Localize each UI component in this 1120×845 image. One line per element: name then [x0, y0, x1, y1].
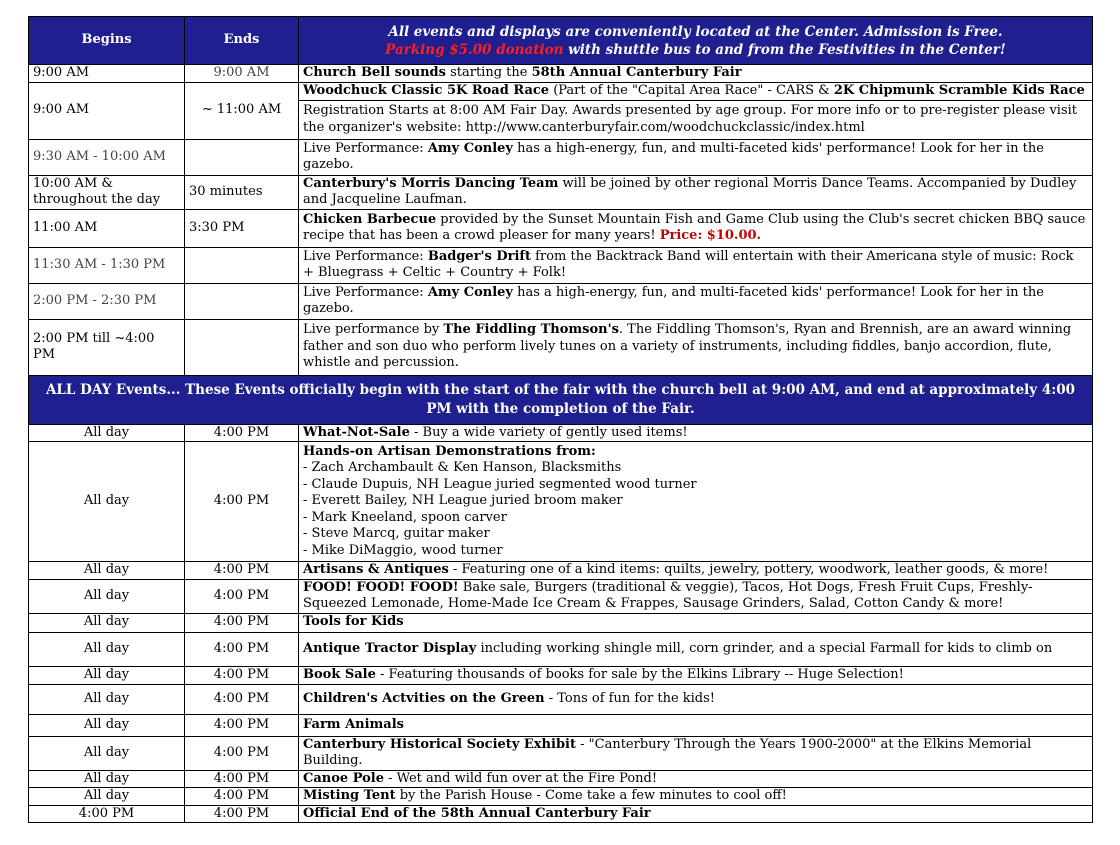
event-title: Tools for Kids	[303, 614, 404, 630]
table-row	[29, 283, 1093, 319]
ends-cell: 9:00 AM	[185, 65, 299, 83]
begins-cell: All day	[29, 579, 185, 613]
price-label: Price: $10.00.	[659, 228, 762, 243]
table-row	[29, 175, 1093, 209]
ends-cell: 4:00 PM	[185, 632, 299, 666]
begins-cell: All day	[29, 562, 185, 580]
event-description	[299, 684, 1093, 714]
table-row	[29, 666, 1093, 684]
shuttle-note: with shuttle bus to and from the Festivities in the Center!	[563, 41, 1006, 58]
event-title: Amy Conley	[427, 140, 513, 156]
event-title: FOOD! FOOD! FOOD!	[303, 579, 459, 595]
ends-cell: 4:00 PM	[185, 562, 299, 580]
artisan-list-item: - Mike DiMaggio, wood turner	[303, 542, 503, 558]
event-title: What-Not-Sale	[303, 424, 410, 440]
admission-note	[299, 17, 1093, 65]
ends-cell: 30 minutes	[185, 175, 299, 209]
begins-cell: All day	[29, 613, 185, 632]
ends-cell: 4:00 PM	[185, 613, 299, 632]
table-row	[29, 562, 1093, 580]
ends-cell: 4:00 PM	[185, 424, 299, 442]
table-row	[29, 424, 1093, 442]
begins-cell: All day	[29, 788, 185, 806]
event-text: including working shingle mill, corn grinder, and a special Farmall for kids to climb on	[476, 640, 1053, 656]
event-title: Canterbury Historical Society Exhibit	[303, 736, 576, 752]
begins-cell: 9:30 AM - 10:00 AM	[29, 139, 185, 175]
table-row	[29, 579, 1093, 613]
event-description	[299, 666, 1093, 684]
event-text: - Tons of fun for the kids!	[544, 690, 716, 706]
event-text: has a high-energy, fun, and multi-faceted kids' performance! Look for her in the gazebo.	[303, 140, 1044, 172]
ends-cell: 4:00 PM	[185, 579, 299, 613]
ends-cell: 3:30 PM	[185, 209, 299, 247]
table-row	[29, 714, 1093, 736]
event-text: - Wet and wild fun over at the Fire Pond!	[384, 770, 658, 786]
table-row	[29, 632, 1093, 666]
table-row	[29, 770, 1093, 788]
event-description	[299, 424, 1093, 442]
event-title: Hands-on Artisan Demonstrations from:	[303, 443, 596, 459]
begins-cell: All day	[29, 666, 185, 684]
event-title: Official End of the 58th Annual Canterbury Fair	[303, 805, 651, 821]
event-description	[299, 319, 1093, 375]
all-day-banner-row	[29, 375, 1093, 424]
ends-cell: 4:00 PM	[185, 770, 299, 788]
admission-note-line1: All events and displays are conveniently located at the Center. Admission is Free.	[388, 23, 1003, 40]
all-day-banner: ALL DAY Events... These Events officially begin with the start of the fair with the church bell at 9:00 AM, and end at approximately 4:00 PM with the completion of the Fair.	[29, 375, 1093, 424]
event-text: provided by the Sunset Mountain Fish and Game Club using the Club's secret chicken BBQ sauce recipe that has been a crowd pleaser for many years!	[303, 211, 1086, 243]
event-title-2: 58th Annual Canterbury Fair	[531, 65, 742, 80]
event-description	[299, 209, 1093, 247]
table-row	[29, 247, 1093, 283]
artisan-list-item: - Claude Dupuis, NH League juried segmented wood turner	[303, 476, 697, 492]
begins-cell: All day	[29, 684, 185, 714]
event-text: by the Parish House - Come take a few minutes to cool off!	[395, 788, 787, 803]
event-registration-info: Registration Starts at 8:00 AM Fair Day. Awards presented by age group. For more info or to pre-register please visit the organizer's website: http://www.canterburyfair.com/woodchuckclassic/index.html	[299, 100, 1093, 139]
artisan-list-item: - Steve Marcq, guitar maker	[303, 526, 490, 542]
ends-cell	[185, 283, 299, 319]
event-text: Bake sale, Burgers (traditional & veggie), Tacos, Hot Dogs, Fresh Fruit Cups, Freshly-Squeezed Lemonade, Home-Made Ice Cream & Frappes, Sausage Grinders, Salad, Cotton Candy & more!	[303, 579, 1033, 611]
begins-cell: All day	[29, 770, 185, 788]
ends-cell: 4:00 PM	[185, 714, 299, 736]
table-row	[29, 209, 1093, 247]
artisan-list-item: - Everett Bailey, NH League juried broom maker	[303, 493, 623, 509]
begins-cell: 4:00 PM	[29, 805, 185, 823]
event-description	[299, 562, 1093, 580]
ends-cell: 4:00 PM	[185, 788, 299, 806]
ends-cell: ~ 11:00 AM	[185, 82, 299, 139]
table-row	[29, 684, 1093, 714]
table-header	[29, 17, 1093, 65]
event-text: - Featuring thousands of books for sale by the Elkins Library -- Huge Selection!	[375, 666, 904, 682]
artisan-list-item: - Mark Kneeland, spoon carver	[303, 509, 507, 525]
artisan-list-item: - Zach Archambault & Ken Hanson, Blacksmiths	[303, 460, 622, 476]
event-title-2: 2K Chipmunk Scramble Kids Race	[833, 82, 1085, 98]
table-row	[29, 613, 1093, 632]
event-description	[299, 714, 1093, 736]
fair-schedule-table	[28, 16, 1093, 823]
parking-donation: Parking $5.00 donation	[385, 41, 564, 58]
begins-header: Begins	[29, 17, 185, 65]
event-description	[299, 442, 1093, 562]
event-title: Woodchuck Classic 5K Road Race	[303, 82, 550, 98]
event-description	[299, 770, 1093, 788]
event-title: Artisans & Antiques	[303, 562, 449, 577]
event-text: from the Backtrack Band will entertain with their Americana style of music: Rock + Bluegrass + Celtic + Country + Folk!	[303, 248, 1074, 280]
event-title: Book Sale	[303, 666, 376, 682]
event-title: Chicken Barbecue	[303, 211, 437, 227]
event-description	[299, 82, 1093, 100]
event-description	[299, 283, 1093, 319]
ends-cell: 4:00 PM	[185, 736, 299, 770]
event-title: Church Bell sounds	[303, 65, 446, 80]
table-row	[29, 788, 1093, 806]
event-description	[299, 579, 1093, 613]
event-text: will be joined by other regional Morris Dance Teams. Accompanied by Dudley and Jacqueline Laufman.	[303, 175, 1077, 207]
event-title: Children's Actvities on the Green	[303, 690, 545, 706]
event-title: Farm Animals	[303, 716, 404, 732]
begins-cell: All day	[29, 736, 185, 770]
event-text: - Buy a wide variety of gently used items!	[409, 424, 688, 440]
begins-cell: 9:00 AM	[29, 65, 185, 83]
event-description	[299, 736, 1093, 770]
table-row	[29, 319, 1093, 375]
event-text: has a high-energy, fun, and multi-faceted kids' performance! Look for her in the gazebo.	[303, 284, 1044, 316]
event-text: starting the	[445, 65, 532, 80]
event-title: Misting Tent	[303, 788, 396, 803]
event-text: - "Canterbury Through the Years 1900-2000" at the Elkins Memorial Building.	[303, 736, 1032, 768]
begins-cell: All day	[29, 442, 185, 562]
event-title: Canterbury's Morris Dancing Team	[303, 175, 559, 191]
ends-cell: 4:00 PM	[185, 666, 299, 684]
ends-cell: 4:00 PM	[185, 442, 299, 562]
begins-cell: 10:00 AM & throughout the day	[29, 175, 185, 209]
event-title: Canoe Pole	[303, 770, 384, 786]
ends-cell: 4:00 PM	[185, 684, 299, 714]
event-description	[299, 139, 1093, 175]
begins-cell: 2:00 PM till ~4:00 PM	[29, 319, 185, 375]
event-description	[299, 613, 1093, 632]
table-row	[29, 736, 1093, 770]
event-text: (Part of the "Capital Area Race" - CARS &	[549, 82, 834, 98]
event-prefix: Live Performance:	[303, 248, 428, 264]
begins-cell: 11:30 AM - 1:30 PM	[29, 247, 185, 283]
event-text: - Featuring one of a kind items: quilts, jewelry, pottery, woodwork, leather goods, & more!	[448, 562, 1049, 577]
event-prefix: Live Performance:	[303, 140, 428, 156]
ends-cell: 4:00 PM	[185, 805, 299, 823]
event-title: The Fiddling Thomson's	[443, 322, 619, 338]
table-row	[29, 805, 1093, 823]
begins-cell: 9:00 AM	[29, 82, 185, 139]
begins-cell: All day	[29, 714, 185, 736]
begins-cell: All day	[29, 632, 185, 666]
ends-cell	[185, 247, 299, 283]
event-title: Amy Conley	[427, 284, 513, 300]
event-prefix: Live performance by	[303, 322, 444, 338]
begins-cell: 2:00 PM - 2:30 PM	[29, 283, 185, 319]
ends-header: Ends	[185, 17, 299, 65]
table-row	[29, 65, 1093, 83]
table-row	[29, 82, 1093, 100]
event-title: Badger's Drift	[427, 248, 532, 264]
begins-cell: All day	[29, 424, 185, 442]
ends-cell	[185, 139, 299, 175]
table-row	[29, 139, 1093, 175]
event-prefix: Live Performance:	[303, 284, 428, 300]
event-description	[299, 805, 1093, 823]
ends-cell	[185, 319, 299, 375]
event-description	[299, 788, 1093, 806]
table-row	[29, 442, 1093, 562]
event-description	[299, 247, 1093, 283]
begins-cell: 11:00 AM	[29, 209, 185, 247]
event-title: Antique Tractor Display	[303, 640, 477, 656]
event-description	[299, 175, 1093, 209]
event-text: . The Fiddling Thomson's, Ryan and Brennish, are an award winning father and son duo who perform lively tunes on a variety of instruments, including fiddles, banjo accordion, flute, whistle and percussion.	[303, 322, 1072, 371]
event-description	[299, 632, 1093, 666]
event-description	[299, 65, 1093, 83]
